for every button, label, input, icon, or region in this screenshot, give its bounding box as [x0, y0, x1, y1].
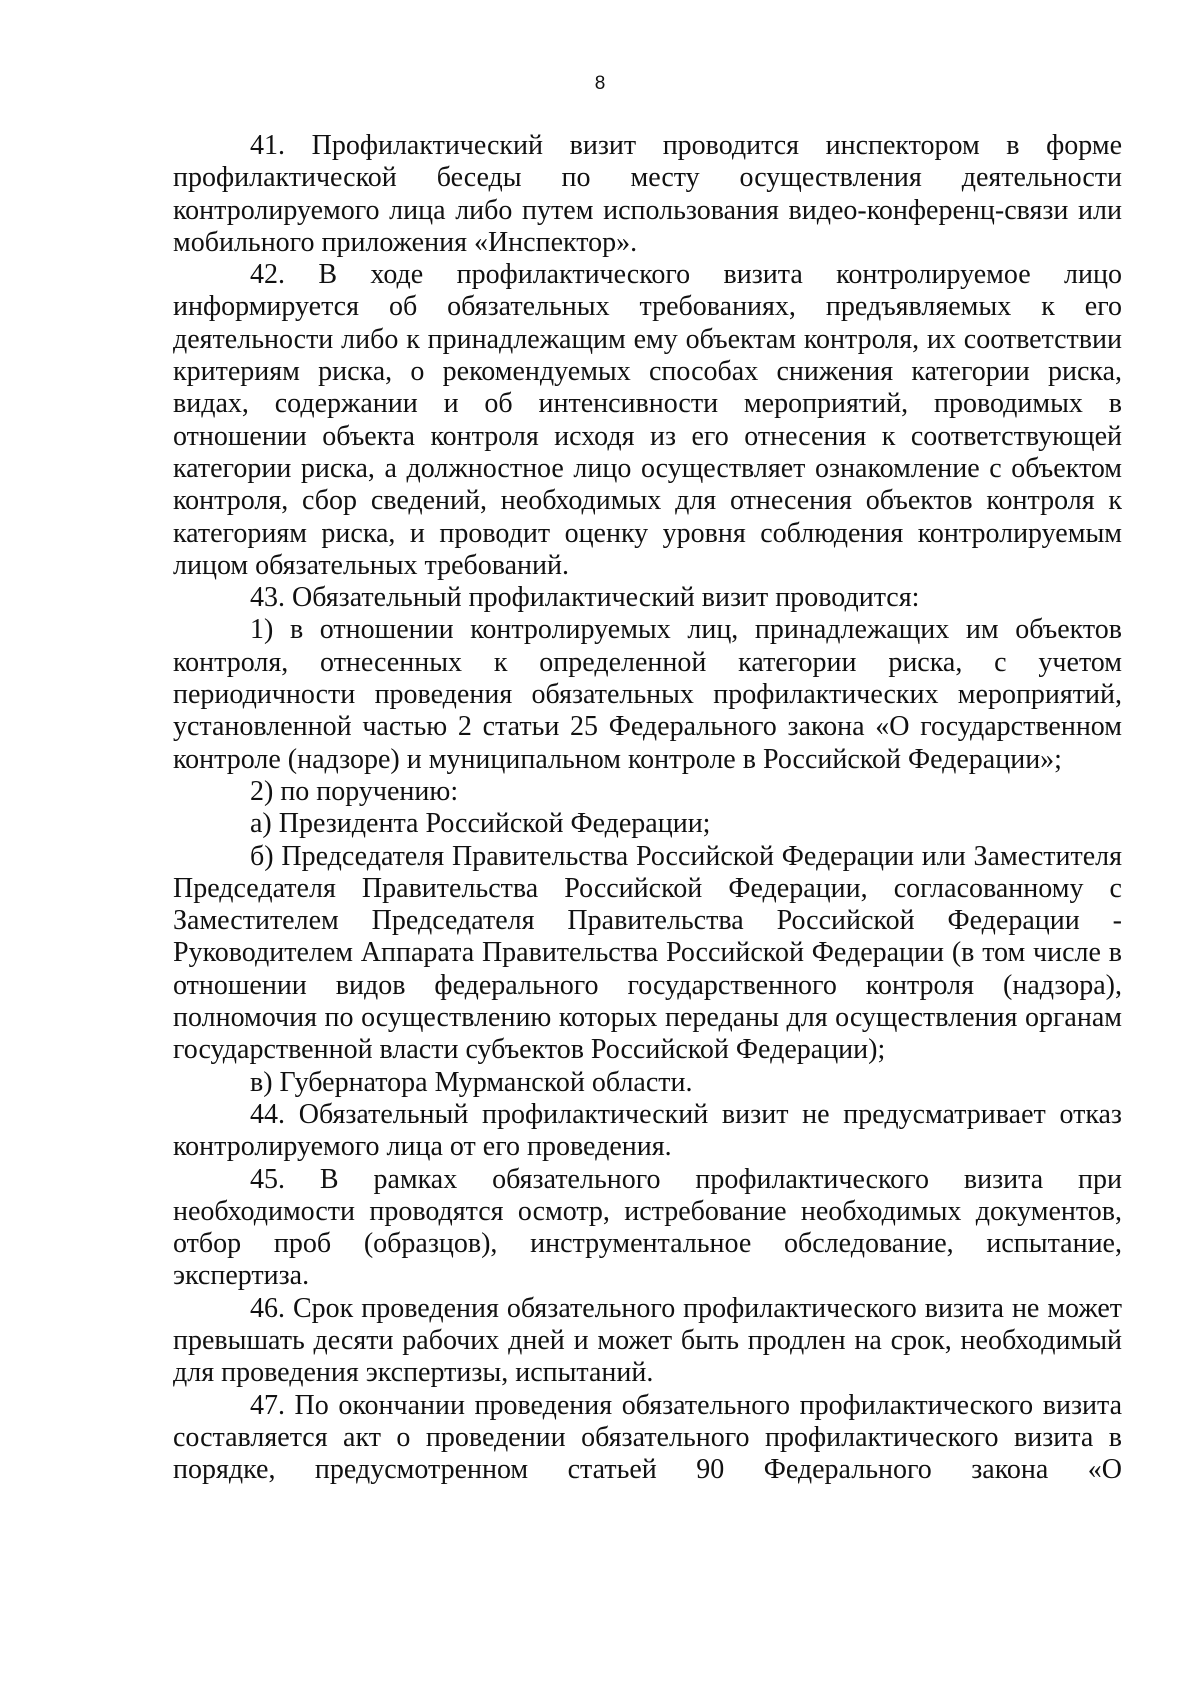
paragraph-43: 43. Обязательный профилактический визит проводится:	[250, 582, 920, 614]
paragraph-45: 45. В рамках обязательного профилактического визита при необходимости проводятся осмотр, истребование необходимых документов, отбор проб (образцов), инструментальное обследование, испытание, экспертиза.	[173, 1163, 1122, 1292]
paragraph-46: 46. Срок проведения обязательного профилактического визита не может превышать десяти рабочих дней и может быть продлен на срок, необходимый для проведения экспертизы, испытаний.	[173, 1292, 1122, 1389]
paragraph-44: 44. Обязательный профилактический визит не предусматривает отказ контролируемого лица от его проведения.	[173, 1098, 1122, 1163]
page-number: 8	[594, 73, 606, 94]
paragraph-43-item-1: 1) в отношении контролируемых лиц, принадлежащих им объектов контроля, отнесенных к определенной категории риска, с учетом периодичности проведения обязательных профилактических мероприятий, установленной частью 2 статьи 25 Федерального закона «О государственном контроле (надзоре) и муниципальном контроле в Российской Федерации»;	[173, 614, 1122, 775]
document-body	[173, 130, 1122, 1486]
paragraph-43-item-2b: б) Председателя Правительства Российской Федерации или Заместителя Председателя Правительства Российской Федерации, согласованному с Заместителем Председателя Правительства Российской Федерации - Руководителем Аппарата Правительства Российской Федерации (в том числе в отношении видов федерального государственного контроля (надзора), полномочия по осуществлению которых переданы для осуществления органам государственной власти субъектов Российской Федерации);	[173, 840, 1122, 1066]
paragraph-43-item-2a: а) Президента Российской Федерации;	[250, 808, 711, 840]
paragraph-47: 47. По окончании проведения обязательного профилактического визита составляется акт о проведении обязательного профилактического визита в порядке, предусмотренном статьей 90 Федерального закона «О	[173, 1389, 1122, 1486]
paragraph-43-item-2: 2) по поручению:	[250, 775, 459, 807]
paragraph-41: 41. Профилактический визит проводится инспектором в форме профилактической беседы по месту осуществления деятельности контролируемого лица либо путем использования видео-конференц-связи или мобильного приложения «Инспектор».	[173, 130, 1122, 258]
paragraph-42: 42. В ходе профилактического визита контролируемое лицо информируется об обязательных требованиях, предъявляемых к его деятельности либо к принадлежащим ему объектам контроля, их соответствии критериям риска, о рекомендуемых способах снижения категории риска, видах, содержании и об интенсивности мероприятий, проводимых в отношении объекта контроля исходя из его отнесения к соответствующей категории риска, а должностное лицо осуществляет ознакомление с объектом контроля, сбор сведений, необходимых для отнесения объектов контроля к категориям риска, и проводит оценку уровня соблюдения контролируемым лицом обязательных требований.	[173, 259, 1122, 581]
paragraph-43-item-2v: в) Губернатора Мурманской области.	[250, 1066, 693, 1098]
